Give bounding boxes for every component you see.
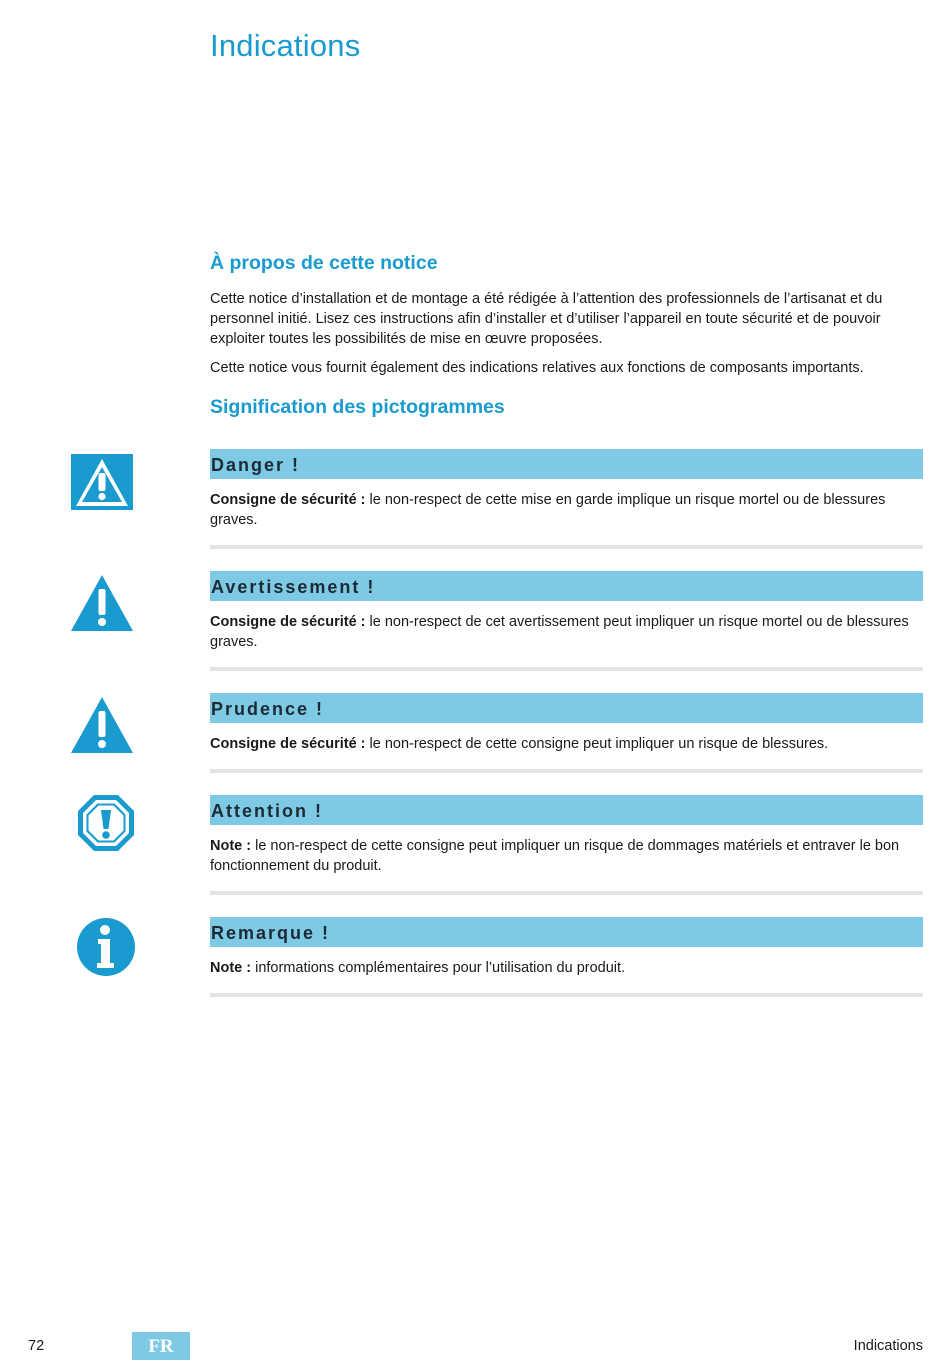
attention-label: Note : — [210, 838, 252, 854]
pictogram-attention — [210, 795, 923, 895]
pictogram-caution — [210, 693, 923, 773]
info-circle-icon — [74, 915, 138, 979]
note-label: Note : — [210, 960, 252, 976]
note-description — [210, 958, 923, 978]
warning-divider — [210, 667, 923, 671]
danger-divider — [210, 545, 923, 549]
warning-triangle-icon — [70, 571, 134, 635]
pictograms-heading: Signification des pictogrammes — [210, 396, 505, 418]
warning-title: Avertissement ! — [210, 571, 923, 601]
danger-description — [210, 490, 923, 530]
caution-description — [210, 734, 923, 754]
attention-text: le non-respect de cette consigne peut impliquer un risque de dommages matériels et entraver le bon fonctionnement du produit. — [210, 838, 900, 874]
danger-label: Consigne de sécurité : — [210, 492, 366, 508]
main-content — [210, 252, 923, 997]
footer-section-title: Indications — [853, 1338, 923, 1354]
attention-octagon-icon — [74, 791, 138, 855]
caution-triangle-icon — [70, 693, 134, 757]
caution-label: Consigne de sécurité : — [210, 736, 366, 752]
danger-title: Danger ! — [210, 449, 923, 479]
note-text: informations complémentaires pour l’utilisation du produit. — [251, 960, 626, 976]
attention-description — [210, 836, 923, 876]
note-title: Remarque ! — [210, 917, 923, 947]
attention-divider — [210, 891, 923, 895]
pictogram-danger — [210, 449, 923, 549]
caution-title: Prudence ! — [210, 693, 923, 723]
page-number: 72 — [28, 1338, 45, 1354]
caution-divider — [210, 769, 923, 773]
about-paragraph-1: Cette notice d’installation et de montage a été rédigée à l’attention des professionnels de l’artisanat et du personnel initié. Lisez ces instructions afin d’installer et d’utiliser l’appareil en toute sécurité et de pouvoir exploiter toutes les possibilités de mise en œuvre proposées. — [210, 291, 883, 347]
danger-square-warning-icon — [70, 451, 134, 515]
warning-label: Consigne de sécurité : — [210, 614, 366, 630]
note-divider — [210, 993, 923, 997]
danger-text: le non-respect de cette mise en garde implique un risque mortel ou de blessures graves. — [210, 492, 886, 528]
caution-text: le non-respect de cette consigne peut impliquer un risque de blessures. — [365, 736, 829, 752]
about-heading: À propos de cette notice — [210, 252, 438, 274]
pictogram-warning — [210, 571, 923, 671]
warning-text: le non-respect de cet avertissement peut impliquer un risque mortel ou de blessures graves. — [210, 614, 909, 650]
warning-description — [210, 612, 923, 652]
attention-title: Attention ! — [210, 795, 923, 825]
page-title: Indications — [210, 28, 361, 63]
pictogram-note — [210, 917, 923, 997]
about-paragraph-2: Cette notice vous fournit également des indications relatives aux fonctions de composants importants. — [210, 360, 864, 376]
language-badge: FR — [132, 1332, 190, 1360]
